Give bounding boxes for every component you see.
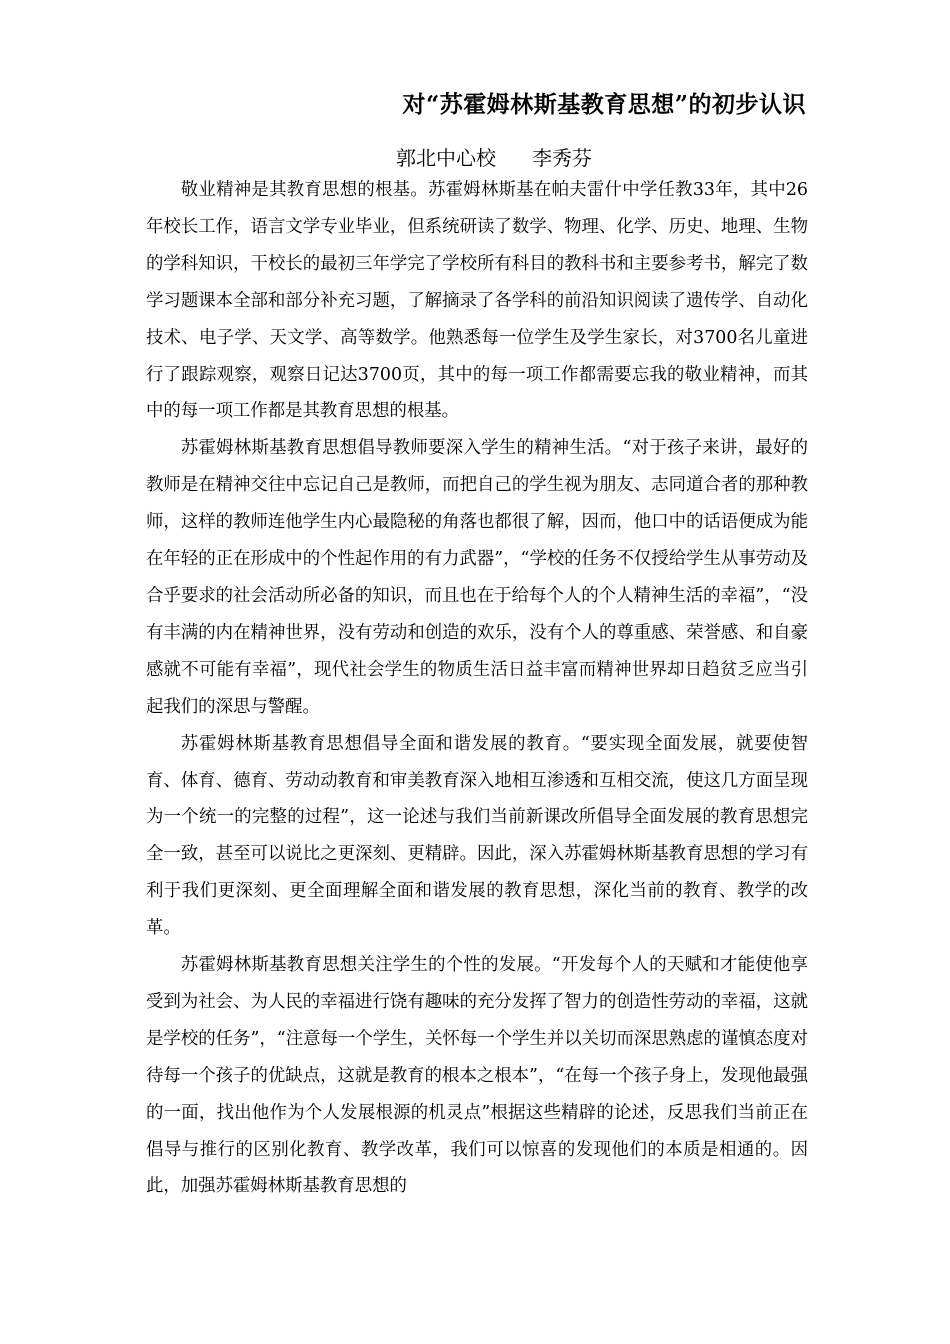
document-body [146,172,808,1205]
document-title: 对“苏霍姆林斯基教育思想”的初步认识 [402,91,806,118]
paragraph-2: 苏霍姆林斯基教育思想倡导教师要深入学生的精神生活。“对于孩子来讲，最好的教师是在精神交往中忘记自己是教师，而把自己的学生视为朋友、志同道合者的那种教师，这样的教师连他学生内心最隐秘的角落也都很了解，因而，他口中的话语便成为能在年轻的正在形成中的个性起作用的有力武器”，“学校的任务不仅授给学生从事劳动及合乎要求的社会活动所必备的知识，而且也在于给每个人的个人精神生活的幸福”，“没有丰满的内在精神世界，没有劳动和创造的欢乐，没有个人的尊重感、荣誉感、和自豪感就不可能有幸福”，现代社会学生的物质生活日益丰富而精神世界却日趋贫乏应当引起我们的深思与警醒。 [146,438,808,717]
paragraph-4: 苏霍姆林斯基教育思想关注学生的个性的发展。“开发每个人的天赋和才能使他享受到为社会、为人民的幸福进行饶有趣味的充分发挥了智力的创造性劳动的幸福，这就是学校的任务”，“注意每一个学生，关怀每一个学生并以关切而深思熟虑的谨慎态度对待每一个孩子的优缺点，这就是教育的根本之根本”，“在每一个孩子身上，发现他最强的一面，找出他作为个人发展根源的机灵点”根据这些精辟的论述，反思我们当前正在倡导与推行的区别化教育、教学改革，我们可以惊喜的发现他们的本质是相通的。因此，加强苏霍姆林斯基教育思想的 [146,955,808,1197]
paragraph-1: 敬业精神是其教育思想的根基。苏霍姆林斯基在帕夫雷什中学任教33年，其中26年校长工作，语言文学专业毕业，但系统研读了数学、物理、化学、历史、地理、生物的学科知识，干校长的最初三年学完了学校所有科目的教科书和主要参考书，解完了数学习题课本全部和部分补充习题，了解摘录了各学科的前沿知识阅读了遗传学、自动化技术、电子学、天文学、高等数学。他熟悉每一位学生及学生家长，对3700名儿童进行了跟踪观察，观察日记达3700页，其中的每一项工作都需要忘我的敬业精神，而其中的每一项工作都是其教育思想的根基。 [146,180,808,422]
paragraph-3: 苏霍姆林斯基教育思想倡导全面和谐发展的教育。“要实现全面发展，就要使智育、体育、德育、劳动动教育和审美教育深入地相互渗透和互相交流，使这几方面呈现为一个统一的完整的过程”，这一论述与我们当前新课改所倡导全面发展的教育思想完全一致，甚至可以说比之更深刻、更精辟。因此，深入苏霍姆林斯基教育思想的学习有利于我们更深刻、更全面理解全面和谐发展的教育思想，深化当前的教育、教学的改革。 [146,733,808,939]
author-name: 李秀芬 [532,146,592,170]
byline [146,142,806,171]
school-name: 郭北中心校 [396,146,496,170]
